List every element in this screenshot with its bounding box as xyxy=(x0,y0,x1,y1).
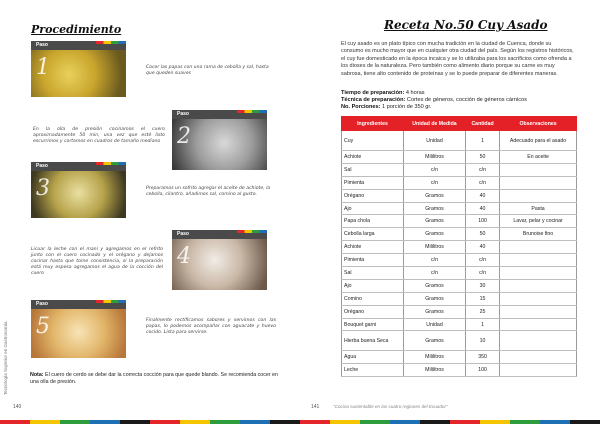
color-stripe xyxy=(420,420,450,424)
table-row xyxy=(342,351,577,364)
quantity-cell: c/n xyxy=(465,254,499,267)
quantity-cell: 30 xyxy=(465,279,499,292)
ingredient-cell: Orégano xyxy=(342,189,404,202)
observation-cell xyxy=(500,364,577,377)
step-number: 3 xyxy=(36,176,50,201)
table-row xyxy=(342,331,577,351)
step-4-photo xyxy=(172,230,267,290)
step-label: Paso xyxy=(172,230,267,239)
observation-cell xyxy=(500,176,577,189)
table-row xyxy=(342,215,577,228)
unit-cell: c/n xyxy=(404,254,466,267)
quantity-cell: 50 xyxy=(465,228,499,241)
step-3-text: Preparamos un sofrito agregar el aceite de achiote, la cebolla, cilantro, añadimos sal, comino al gusto. xyxy=(146,186,271,197)
unit-cell: Gramos xyxy=(404,331,466,351)
color-stripe xyxy=(390,420,420,424)
step-label: Paso xyxy=(31,162,126,171)
color-stripe xyxy=(180,420,210,424)
color-stripe xyxy=(270,420,300,424)
observation-cell xyxy=(500,292,577,305)
observation-cell: Adecuado para el asado xyxy=(500,131,577,151)
step-number: 5 xyxy=(36,314,50,339)
color-stripe xyxy=(510,420,540,424)
ingredient-cell: Achiote xyxy=(342,151,404,164)
ingredient-cell: Hierba buena Seca xyxy=(342,331,404,351)
table-row xyxy=(342,228,577,241)
table-row xyxy=(342,305,577,318)
unit-cell: Mililitros xyxy=(404,241,466,254)
ingredient-cell: Leche xyxy=(342,364,404,377)
quantity-cell: 1 xyxy=(465,318,499,331)
observation-cell xyxy=(500,279,577,292)
footer-quote: "Cocina sustentable en las cuatro regiones del Ecuador" xyxy=(333,404,448,409)
quantity-cell: 25 xyxy=(465,305,499,318)
ingredient-cell: Pimienta xyxy=(342,254,404,267)
fact-prep-time: Tiempo de preparación: 4 horas xyxy=(341,90,425,96)
observation-cell xyxy=(500,318,577,331)
table-row xyxy=(342,254,577,267)
color-stripe xyxy=(450,420,480,424)
observation-cell xyxy=(500,351,577,364)
page-number-left: 140 xyxy=(13,404,22,410)
observation-cell xyxy=(500,189,577,202)
unit-cell: Unidad xyxy=(404,318,466,331)
ingredients-table xyxy=(341,116,577,377)
ingredient-cell: Cuy xyxy=(342,131,404,151)
color-bar-right xyxy=(300,420,600,424)
header-observations: Observaciones xyxy=(500,117,577,131)
color-stripe xyxy=(150,420,180,424)
step-label: Paso xyxy=(31,41,126,50)
quantity-cell: 1 xyxy=(465,131,499,151)
color-stripe xyxy=(540,420,570,424)
observation-cell xyxy=(500,241,577,254)
observation-cell xyxy=(500,163,577,176)
table-row xyxy=(342,318,577,331)
quantity-cell: 100 xyxy=(465,364,499,377)
color-stripe xyxy=(300,420,330,424)
ingredient-cell: Achiote xyxy=(342,241,404,254)
ingredient-cell: Agua xyxy=(342,351,404,364)
ingredient-cell: Sal xyxy=(342,163,404,176)
step-number: 2 xyxy=(177,124,191,149)
step-label: Paso xyxy=(172,110,267,119)
recipe-facts xyxy=(341,90,581,111)
side-label: Tecnología Superior en Gastronomía xyxy=(3,321,8,395)
color-stripe xyxy=(330,420,360,424)
step-1-photo xyxy=(31,41,126,97)
step-3-photo xyxy=(31,162,126,218)
table-row xyxy=(342,279,577,292)
step-5-text: Finalmente rectificamos sabores y servimos con las papas, lo podemos acompañar con aguacate y huevo cocido. Lista para servirse. xyxy=(146,318,276,335)
quantity-cell: 40 xyxy=(465,189,499,202)
unit-cell: c/n xyxy=(404,176,466,189)
ingredient-cell: Bouquet garni xyxy=(342,318,404,331)
observation-cell: Lavar, pelar y cocinar xyxy=(500,215,577,228)
unit-cell: Gramos xyxy=(404,292,466,305)
fact-technique: Técnica de preparación: Cortes de géneros, cocción de géneros cárnicos xyxy=(341,97,527,103)
header-ingredients: Ingredientes xyxy=(342,117,404,131)
table-row xyxy=(342,267,577,280)
observation-cell: En aceite xyxy=(500,151,577,164)
table-row xyxy=(342,176,577,189)
quantity-cell: c/n xyxy=(465,176,499,189)
step-2-photo xyxy=(172,110,267,170)
fact-portions: No. Porciones: 1 porción de 350 gr. xyxy=(341,104,432,110)
color-stripe xyxy=(0,420,30,424)
unit-cell: c/n xyxy=(404,267,466,280)
ingredient-cell: Pimienta xyxy=(342,176,404,189)
note-text: El cuero de cerdo se debe dar la correcta cocción para que quede blando. Se recomienda cocer en una olla de presión. xyxy=(30,372,278,385)
note-label: Nota: xyxy=(30,372,44,378)
unit-cell: Gramos xyxy=(404,228,466,241)
unit-cell: Mililitros xyxy=(404,151,466,164)
quantity-cell: 10 xyxy=(465,331,499,351)
observation-cell xyxy=(500,254,577,267)
unit-cell: Unidad xyxy=(404,131,466,151)
unit-cell: Mililitros xyxy=(404,364,466,377)
ingredient-cell: Ajo xyxy=(342,202,404,215)
ingredient-cell: Ajo xyxy=(342,279,404,292)
table-row xyxy=(342,202,577,215)
page-number-right: 141 xyxy=(311,404,320,410)
color-stripe xyxy=(60,420,90,424)
step-number: 1 xyxy=(36,55,50,80)
color-stripe xyxy=(90,420,120,424)
color-stripe xyxy=(360,420,390,424)
color-stripe xyxy=(480,420,510,424)
observation-cell xyxy=(500,267,577,280)
color-stripe xyxy=(240,420,270,424)
table-header-row xyxy=(342,117,577,131)
recipe-heading: Receta No.50 Cuy Asado xyxy=(384,18,548,32)
observation-cell xyxy=(500,305,577,318)
table-row xyxy=(342,241,577,254)
ingredient-cell: Cebolla larga xyxy=(342,228,404,241)
recipe-intro: El cuy asado es un plato típico con mucha tradición en la ciudad de Cuenca, donde su consumo es mucho mayor que en cualquier otra ciudad del país. Según los registros históricos, el cuy fue domesticado en la época incaica y se lo utilizaba para los sacrificios como ofrenda a los dioses de la naturaleza. Pero también como alimento diario porque su carne es muy sabrosa, tiene alto contenido de proteínas y se lo puede preparar de diferentes maneras. xyxy=(341,41,574,77)
color-stripe xyxy=(570,420,600,424)
observation-cell: Brunoise fino xyxy=(500,228,577,241)
observation-cell xyxy=(500,331,577,351)
step-4-text: Licuar la leche con el maní y agregamos en el refrito junto con el cuero cocinado y el orégano y dejamos cocinar hasta que tome consistencia, si la preparación está muy espesa agregamos el agua de la cocción del cuero xyxy=(31,247,163,276)
header-quantity: Cantidad xyxy=(465,117,499,131)
ingredients-body xyxy=(342,131,577,377)
color-stripe xyxy=(120,420,150,424)
step-number: 4 xyxy=(177,244,191,269)
table-row xyxy=(342,151,577,164)
ingredient-cell: Comino xyxy=(342,292,404,305)
unit-cell: Gramos xyxy=(404,215,466,228)
color-stripe xyxy=(210,420,240,424)
table-row xyxy=(342,163,577,176)
header-unit: Unidad de Medida xyxy=(404,117,466,131)
quantity-cell: 100 xyxy=(465,215,499,228)
table-row xyxy=(342,292,577,305)
unit-cell: Gramos xyxy=(404,189,466,202)
quantity-cell: 15 xyxy=(465,292,499,305)
quantity-cell: 40 xyxy=(465,241,499,254)
ingredient-cell: Orégano xyxy=(342,305,404,318)
quantity-cell: c/n xyxy=(465,267,499,280)
step-label: Paso xyxy=(31,300,126,309)
color-bar-left xyxy=(0,420,300,424)
quantity-cell: 40 xyxy=(465,202,499,215)
unit-cell: Gramos xyxy=(404,279,466,292)
color-stripe xyxy=(30,420,60,424)
quantity-cell: 50 xyxy=(465,151,499,164)
quantity-cell: 350 xyxy=(465,351,499,364)
procedure-heading: Procedimiento xyxy=(31,23,122,36)
unit-cell: Mililitros xyxy=(404,351,466,364)
ingredient-cell: Papa chola xyxy=(342,215,404,228)
step-1-text: Cocer las papas con una rama de cebolla y sal, hasta que queden suaves xyxy=(146,65,269,76)
table-row xyxy=(342,189,577,202)
table-row xyxy=(342,131,577,151)
unit-cell: c/n xyxy=(404,163,466,176)
observation-cell: Pasta xyxy=(500,202,577,215)
step-5-photo xyxy=(31,300,126,358)
table-row xyxy=(342,364,577,377)
unit-cell: Gramos xyxy=(404,202,466,215)
quantity-cell: c/n xyxy=(465,163,499,176)
cooking-note xyxy=(30,372,285,386)
unit-cell: Gramos xyxy=(404,305,466,318)
step-2-text: En la olla de presión cocinamos el cuero aproximadamente 50 min, una vez que esté listo escurrimos y cortamos en cuadros de tamaño mediano xyxy=(33,127,165,144)
ingredient-cell: Sal xyxy=(342,267,404,280)
